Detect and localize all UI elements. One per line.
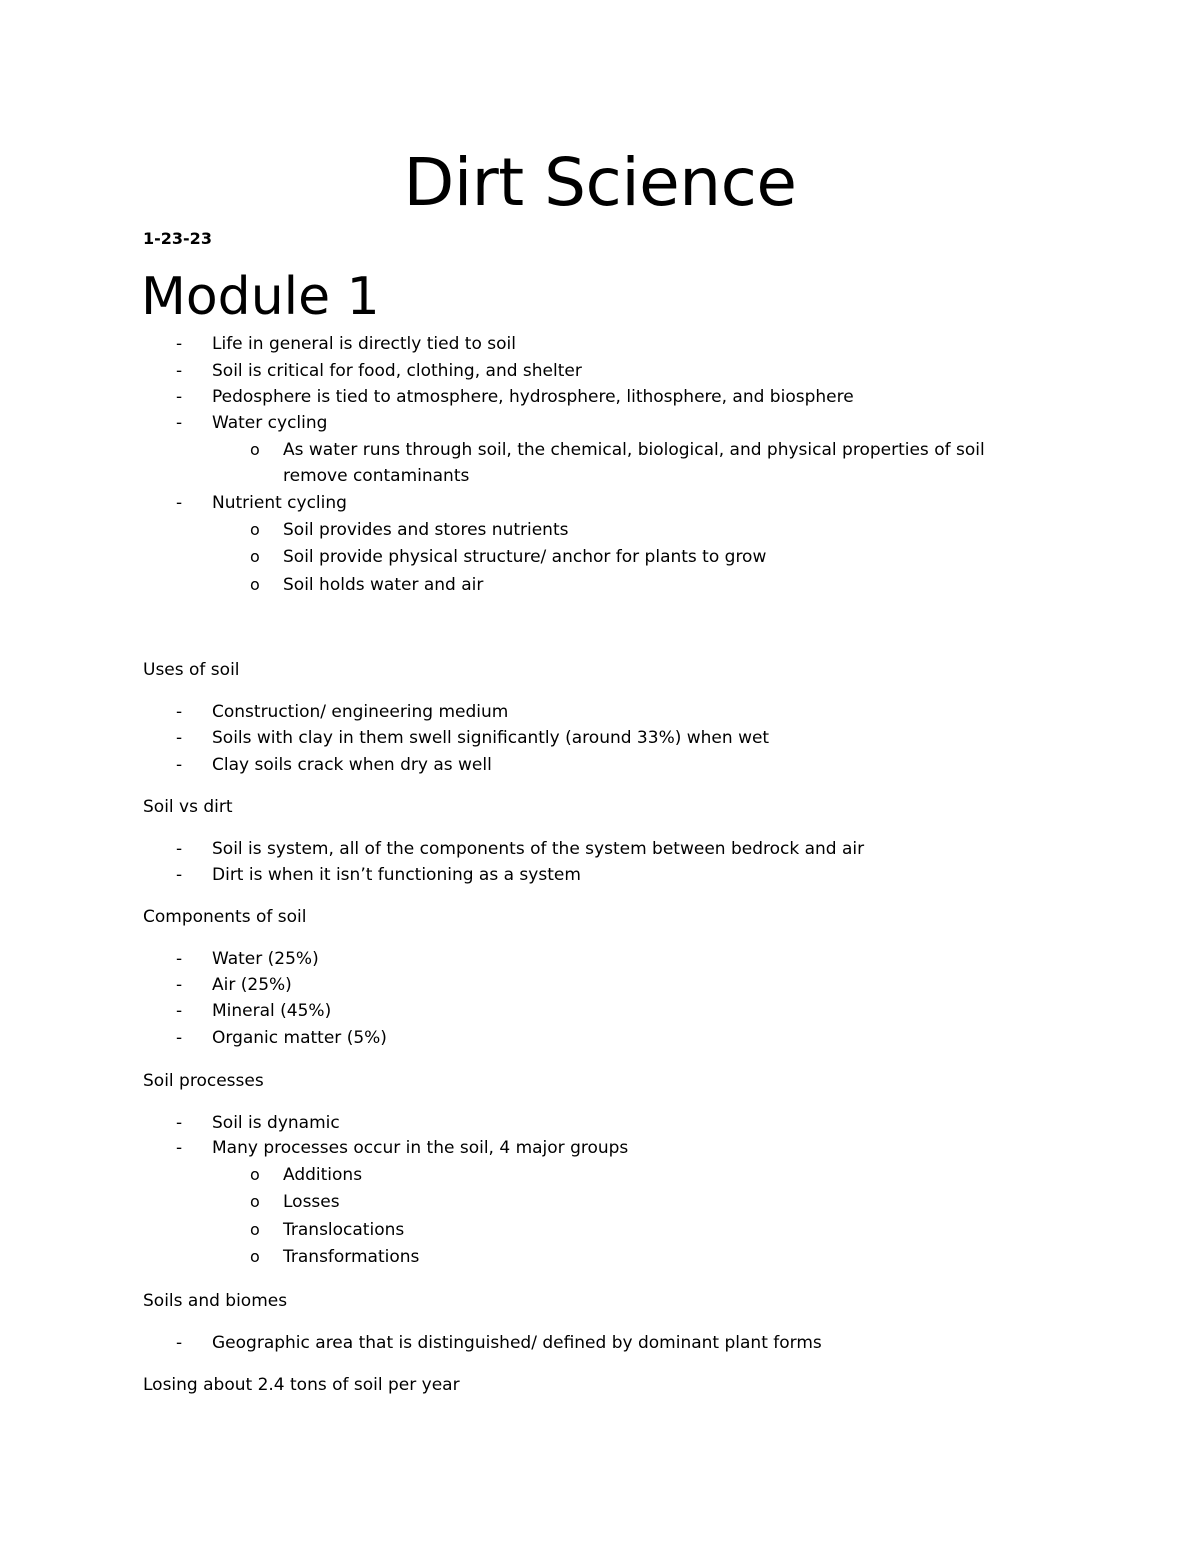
list-item: Clay soils crack when dry as well <box>212 755 492 775</box>
list-dash: - <box>176 949 183 969</box>
list-dash: - <box>176 1028 183 1048</box>
sublist-item: Losses <box>283 1192 340 1212</box>
list-item: Soils with clay in them swell significantly (around 33%) when wet <box>212 728 770 748</box>
sublist-item: As water runs through soil, the chemical, biological, and physical properties of soil <box>283 440 985 460</box>
sublist-bullet: o <box>250 1247 260 1266</box>
list-dash: - <box>176 413 183 433</box>
section-heading: Components of soil <box>143 907 307 927</box>
sublist-item: Soil provide physical structure/ anchor for plants to grow <box>283 547 767 567</box>
section-heading: Uses of soil <box>143 660 240 680</box>
list-dash: - <box>176 493 183 513</box>
list-item: Soil is dynamic <box>212 1113 340 1133</box>
sublist-item: Soil holds water and air <box>283 575 484 595</box>
sublist-bullet: o <box>250 520 260 539</box>
list-dash: - <box>176 387 183 407</box>
document-title: Dirt Science <box>403 144 797 221</box>
sublist-bullet: o <box>250 1192 260 1211</box>
sublist-bullet: o <box>250 575 260 594</box>
closing-note: Losing about 2.4 tons of soil per year <box>143 1375 460 1395</box>
date-label: 1-23-23 <box>143 229 212 248</box>
list-item: Many processes occur in the soil, 4 major groups <box>212 1138 629 1158</box>
section-heading: Soils and biomes <box>143 1291 288 1311</box>
sublist-item: Additions <box>283 1165 363 1185</box>
list-item: Water (25%) <box>212 949 319 969</box>
list-item: Air (25%) <box>212 975 292 995</box>
list-dash: - <box>176 728 183 748</box>
list-dash: - <box>176 1138 183 1158</box>
module-heading: Module 1 <box>141 267 380 327</box>
sublist-bullet: o <box>250 1220 260 1239</box>
list-dash: - <box>176 1333 183 1353</box>
list-dash: - <box>176 839 183 859</box>
list-item: Water cycling <box>212 413 328 433</box>
section-heading: Soil vs dirt <box>143 797 233 817</box>
list-dash: - <box>176 1113 183 1133</box>
list-dash: - <box>176 975 183 995</box>
list-item: Organic matter (5%) <box>212 1028 387 1048</box>
list-item: Nutrient cycling <box>212 493 347 513</box>
list-item: Geographic area that is distinguished/ defined by dominant plant forms <box>212 1333 822 1353</box>
sublist-item: Soil provides and stores nutrients <box>283 520 569 540</box>
list-dash: - <box>176 334 183 354</box>
section-heading: Soil processes <box>143 1071 264 1091</box>
list-item: Pedosphere is tied to atmosphere, hydrosphere, lithosphere, and biosphere <box>212 387 854 407</box>
list-item: Mineral (45%) <box>212 1001 332 1021</box>
list-item: Soil is system, all of the components of the system between bedrock and air <box>212 839 865 859</box>
list-item: Construction/ engineering medium <box>212 702 509 722</box>
list-dash: - <box>176 1001 183 1021</box>
sublist-bullet: o <box>250 547 260 566</box>
sublist-bullet: o <box>250 440 260 459</box>
sublist-item-continuation: remove contaminants <box>283 466 470 486</box>
list-item: Life in general is directly tied to soil <box>212 334 516 354</box>
list-dash: - <box>176 702 183 722</box>
list-dash: - <box>176 361 183 381</box>
sublist-bullet: o <box>250 1165 260 1184</box>
list-dash: - <box>176 865 183 885</box>
list-dash: - <box>176 755 183 775</box>
list-item: Soil is critical for food, clothing, and shelter <box>212 361 582 381</box>
sublist-item: Transformations <box>283 1247 420 1267</box>
sublist-item: Translocations <box>283 1220 405 1240</box>
list-item: Dirt is when it isn’t functioning as a system <box>212 865 581 885</box>
